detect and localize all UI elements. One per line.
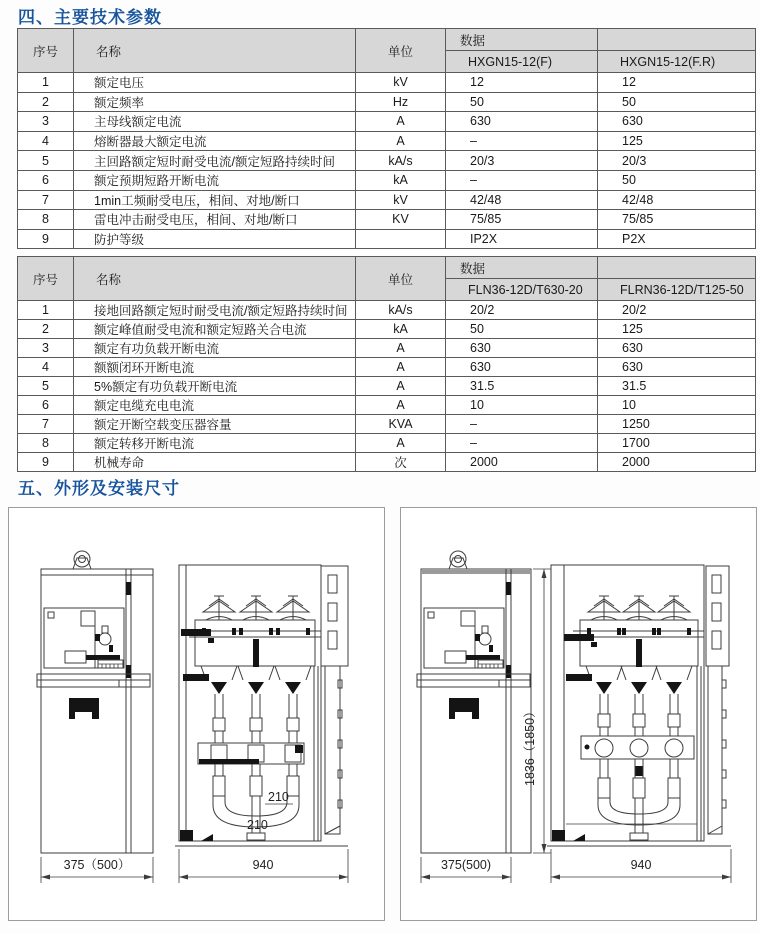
cell-unit: A [356,358,446,377]
dimension-front-width [551,849,731,883]
cell-no: 6 [18,396,74,415]
cell-unit: 次 [356,453,446,472]
cell-no: 2 [18,320,74,339]
cell-value-2: 75/85 [598,210,756,230]
cell-name: 额定频率 [74,92,356,112]
cell-name: 额定预期短路开断电流 [74,170,356,190]
table-row [18,92,756,112]
col-header-data: 数据 [446,257,598,279]
dimension-label-front-width: 940 [630,858,652,872]
parameters-table-2 [17,256,756,472]
cell-name: 额定峰值耐受电流和额定短路关合电流 [74,320,356,339]
table-row [18,131,756,151]
cell-unit: A [356,377,446,396]
dimension-label-front-width: 940 [252,858,274,872]
cell-value-2: 1250 [598,415,756,434]
col-header-empty [598,257,756,279]
drawing-panel-right [400,507,757,921]
cell-name: 额定电压 [74,73,356,93]
door-hinge [506,582,511,595]
current-transformer [630,739,648,757]
cell-unit [356,229,446,249]
cell-name: 机械寿命 [74,453,356,472]
cell-value-1: – [446,170,598,190]
col-header-name: 名称 [74,257,356,301]
door-hinge [506,665,511,678]
cell-value-2: 50 [598,92,756,112]
current-transformer [595,739,613,757]
table-row [18,320,756,339]
door-hinge [126,582,131,595]
table-row [18,434,756,453]
cell-no: 1 [18,301,74,320]
cell-unit: A [356,339,446,358]
col-header-empty [598,29,756,51]
cell-value-2: 630 [598,358,756,377]
cell-value-2: 2000 [598,453,756,472]
current-transformer [665,739,683,757]
cell-no: 7 [18,190,74,210]
cell-value-1: 20/3 [446,151,598,171]
cell-value-1: 75/85 [446,210,598,230]
cell-no: 6 [18,170,74,190]
col-header-unit: 单位 [356,29,446,73]
model-header-1: FLN36-12D/T630-20 [446,279,598,301]
dimension-label-side-width: 375(500) [440,858,492,872]
cell-no: 5 [18,377,74,396]
cell-name: 防护等级 [74,229,356,249]
cell-unit: kA/s [356,301,446,320]
phase-insulator [275,596,311,743]
cell-name: 额定转移开断电流 [74,434,356,453]
cell-value-1: – [446,415,598,434]
cell-no: 5 [18,151,74,171]
cell-value-2: 125 [598,131,756,151]
cell-value-1: 2000 [446,453,598,472]
table-header-row [18,29,756,51]
col-header-no: 序号 [18,257,74,301]
cell-value-1: 630 [446,112,598,132]
col-header-name: 名称 [74,29,356,73]
table-row [18,229,756,249]
cell-name: 熔断器最大额定电流 [74,131,356,151]
cell-unit: Hz [356,92,446,112]
cell-name: 1min工频耐受电压，相间、对地/断口 [74,190,356,210]
cell-name: 接地回路额定短时耐受电流/额定短路持续时间 [74,301,356,320]
table-row [18,210,756,230]
cell-value-2: 1700 [598,434,756,453]
cell-value-1: 630 [446,339,598,358]
cell-value-1: 31.5 [446,377,598,396]
cell-value-1: 10 [446,396,598,415]
model-header-2: FLRN36-12D/T125-50 [598,279,756,301]
dimension-front-width [179,849,348,883]
table-header-row [18,257,756,279]
cell-no: 8 [18,210,74,230]
cell-value-1: 50 [446,320,598,339]
model-header-2: HXGN15-12(F.R) [598,51,756,73]
phase-insulator [201,596,237,743]
table-row [18,396,756,415]
dimension-side-width [421,857,511,883]
cell-name: 主回路额定短时耐受电流/额定短路持续时间 [74,151,356,171]
table-row [18,453,756,472]
cell-unit: kV [356,73,446,93]
dimension-label-cable-right: 210 [268,790,289,804]
cell-no: 9 [18,229,74,249]
outline-drawing-left [9,508,384,920]
cell-value-1: 12 [446,73,598,93]
cell-value-2: 630 [598,339,756,358]
cell-unit: kA/s [356,151,446,171]
cell-value-1: 42/48 [446,190,598,210]
cell-name: 雷电冲击耐受电压，相间、对地/断口 [74,210,356,230]
table-row [18,73,756,93]
cell-unit: KV [356,210,446,230]
cell-unit: A [356,131,446,151]
cell-no: 7 [18,415,74,434]
accessory-panel [706,566,729,666]
front-view-drawing [547,565,731,883]
accessory-panel [321,566,348,666]
dimension-side-width [41,857,153,883]
cell-value-2: 20/3 [598,151,756,171]
cell-no: 3 [18,339,74,358]
table-row [18,415,756,434]
table-row [18,358,756,377]
cell-value-1: IP2X [446,229,598,249]
cell-value-1: – [446,434,598,453]
drawing-panel-left [8,507,385,921]
side-view-drawing [37,551,153,883]
table-row [18,190,756,210]
cell-no: 2 [18,92,74,112]
model-header-1: HXGN15-12(F) [446,51,598,73]
cell-value-2: 630 [598,112,756,132]
cell-value-2: 20/2 [598,301,756,320]
cell-name: 额定开断空载变压器容量 [74,415,356,434]
outline-drawing-right [401,508,756,920]
cell-value-1: 20/2 [446,301,598,320]
door-hinge [126,665,131,678]
front-view-drawing [175,565,348,883]
parameters-table-1 [17,28,756,249]
cell-no: 3 [18,112,74,132]
cell-name: 额额闭环开断电流 [74,358,356,377]
cell-unit: A [356,112,446,132]
section-title-parameters: 四、主要技术参数 [18,8,162,27]
cell-name: 5%额定有功负载开断电流 [74,377,356,396]
cell-unit: A [356,396,446,415]
cell-unit: kA [356,320,446,339]
dimension-height [523,569,551,853]
cell-value-1: 50 [446,92,598,112]
cell-value-2: 31.5 [598,377,756,396]
cell-name: 额定有功负载开断电流 [74,339,356,358]
cell-no: 8 [18,434,74,453]
dimension-label-height: 1836（1850） [523,705,537,786]
cell-unit: kV [356,190,446,210]
cell-no: 4 [18,358,74,377]
table-row [18,151,756,171]
cell-value-2: 50 [598,170,756,190]
cell-no: 9 [18,453,74,472]
cell-value-2: 125 [598,320,756,339]
cell-unit: KVA [356,415,446,434]
section-title-dimensions: 五、外形及安装尺寸 [18,479,180,498]
dimension-label-cable-bottom: 210 [247,818,268,832]
table-row [18,112,756,132]
cell-name: 主母线额定电流 [74,112,356,132]
col-header-unit: 单位 [356,257,446,301]
table-row [18,301,756,320]
table-row [18,170,756,190]
cell-value-2: 42/48 [598,190,756,210]
cell-name: 额定电缆充电电流 [74,396,356,415]
table-row [18,339,756,358]
cell-no: 4 [18,131,74,151]
cell-value-1: – [446,131,598,151]
cell-value-2: 12 [598,73,756,93]
cell-unit: A [356,434,446,453]
cell-value-1: 630 [446,358,598,377]
cell-no: 1 [18,73,74,93]
cell-value-2: P2X [598,229,756,249]
table-row [18,377,756,396]
dimension-label-side-width: 375（500） [63,858,131,872]
cell-value-2: 10 [598,396,756,415]
side-view-drawing [417,551,551,883]
cell-unit: kA [356,170,446,190]
phase-insulator [238,596,274,743]
col-header-data: 数据 [446,29,598,51]
col-header-no: 序号 [18,29,74,73]
